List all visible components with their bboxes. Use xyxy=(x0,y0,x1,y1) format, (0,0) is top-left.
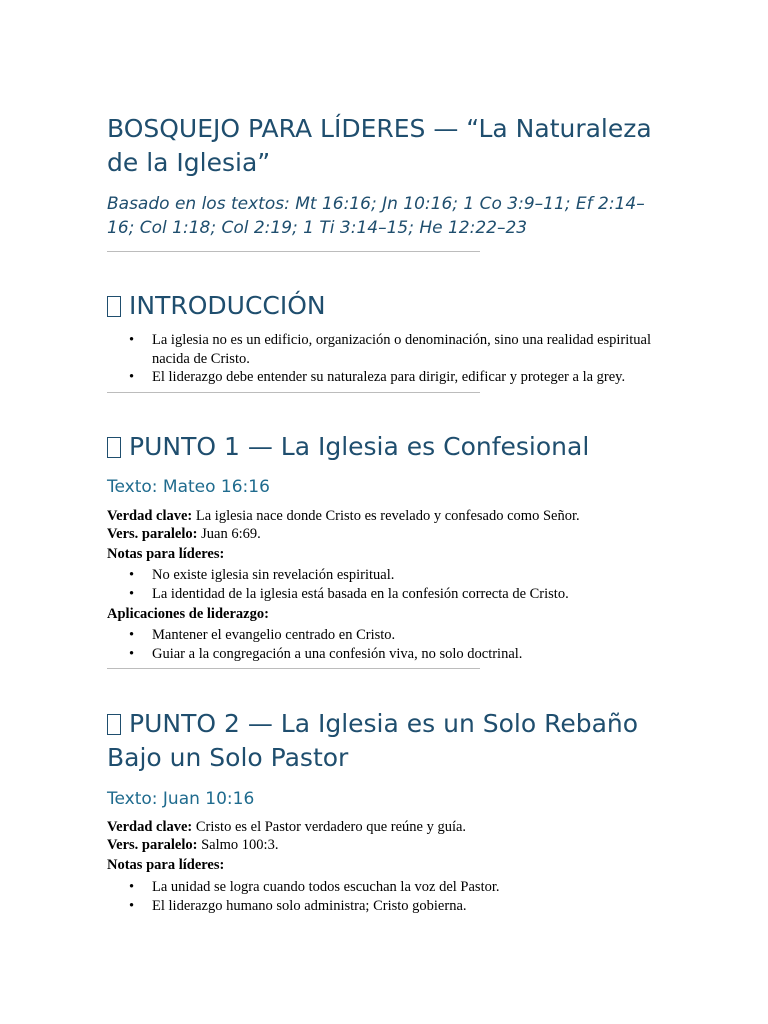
missing-glyph-box-icon xyxy=(107,437,121,458)
parallel-verse xyxy=(107,836,687,855)
key-truth xyxy=(107,507,687,526)
section-heading-intro xyxy=(107,289,687,323)
key-truth-label: Verdad clave: xyxy=(107,508,193,524)
scripture-reference: Texto: Mateo 16:16 xyxy=(107,477,270,497)
leader-notes-list xyxy=(107,878,667,915)
key-truth-text: La iglesia nace donde Cristo es revelado y confesado como Señor. xyxy=(192,508,580,524)
leadership-applications-list xyxy=(107,626,667,663)
key-truth-label: Verdad clave: xyxy=(107,819,193,835)
section-heading-text: INTRODUCCIÓN xyxy=(129,291,326,320)
section-heading-point-2 xyxy=(107,707,687,775)
list-item: • La iglesia no es un edificio, organización o denominación, sino una realidad espiritual nacida de Cristo. xyxy=(107,331,667,368)
leader-notes-label: Notas para líderes: xyxy=(107,546,225,562)
parallel-verse xyxy=(107,525,687,544)
section-heading-point-1 xyxy=(107,430,687,464)
divider xyxy=(107,251,480,252)
parallel-verse-text: Salmo 100:3. xyxy=(197,837,279,853)
section-heading-text: PUNTO 2 — La Iglesia es un Solo Rebaño Bajo un Solo Pastor xyxy=(107,709,639,772)
list-item: • El liderazgo debe entender su naturaleza para dirigir, edificar y proteger a la grey. xyxy=(107,368,667,387)
divider xyxy=(107,668,480,669)
parallel-verse-label: Vers. paralelo: xyxy=(107,837,198,853)
document-subtitle: Basado en los textos: Mt 16:16; Jn 10:16; 1 Co 3:9–11; Ef 2:14–16; Col 1:18; Col 2:19; 1 Ti 3:14–15; He 12:22–23 xyxy=(107,194,645,238)
list-item: • La identidad de la iglesia está basada en la confesión correcta de Cristo. xyxy=(107,585,667,604)
list-item: • El liderazgo humano solo administra; Cristo gobierna. xyxy=(107,897,667,916)
leader-notes-list xyxy=(107,566,667,603)
key-truth-text: Cristo es el Pastor verdadero que reúne y guía. xyxy=(192,819,467,835)
parallel-verse-text: Juan 6:69. xyxy=(197,526,261,542)
list-item: • No existe iglesia sin revelación espiritual. xyxy=(107,566,667,585)
scripture-reference: Texto: Juan 10:16 xyxy=(107,789,255,809)
divider xyxy=(107,392,480,393)
parallel-verse-label: Vers. paralelo: xyxy=(107,526,198,542)
document-title: BOSQUEJO PARA LÍDERES — “La Naturaleza de la Iglesia” xyxy=(107,114,652,177)
key-truth xyxy=(107,818,687,837)
intro-list xyxy=(107,331,667,387)
missing-glyph-box-icon xyxy=(107,296,121,317)
leader-notes-label: Notas para líderes: xyxy=(107,857,225,873)
missing-glyph-box-icon xyxy=(107,714,121,735)
list-item: • Mantener el evangelio centrado en Cristo. xyxy=(107,626,667,645)
list-item: • Guiar a la congregación a una confesión viva, no solo doctrinal. xyxy=(107,645,667,664)
section-heading-text: PUNTO 1 — La Iglesia es Confesional xyxy=(129,432,590,461)
list-item: • La unidad se logra cuando todos escuchan la voz del Pastor. xyxy=(107,878,667,897)
leadership-applications-label: Aplicaciones de liderazgo: xyxy=(107,606,269,622)
